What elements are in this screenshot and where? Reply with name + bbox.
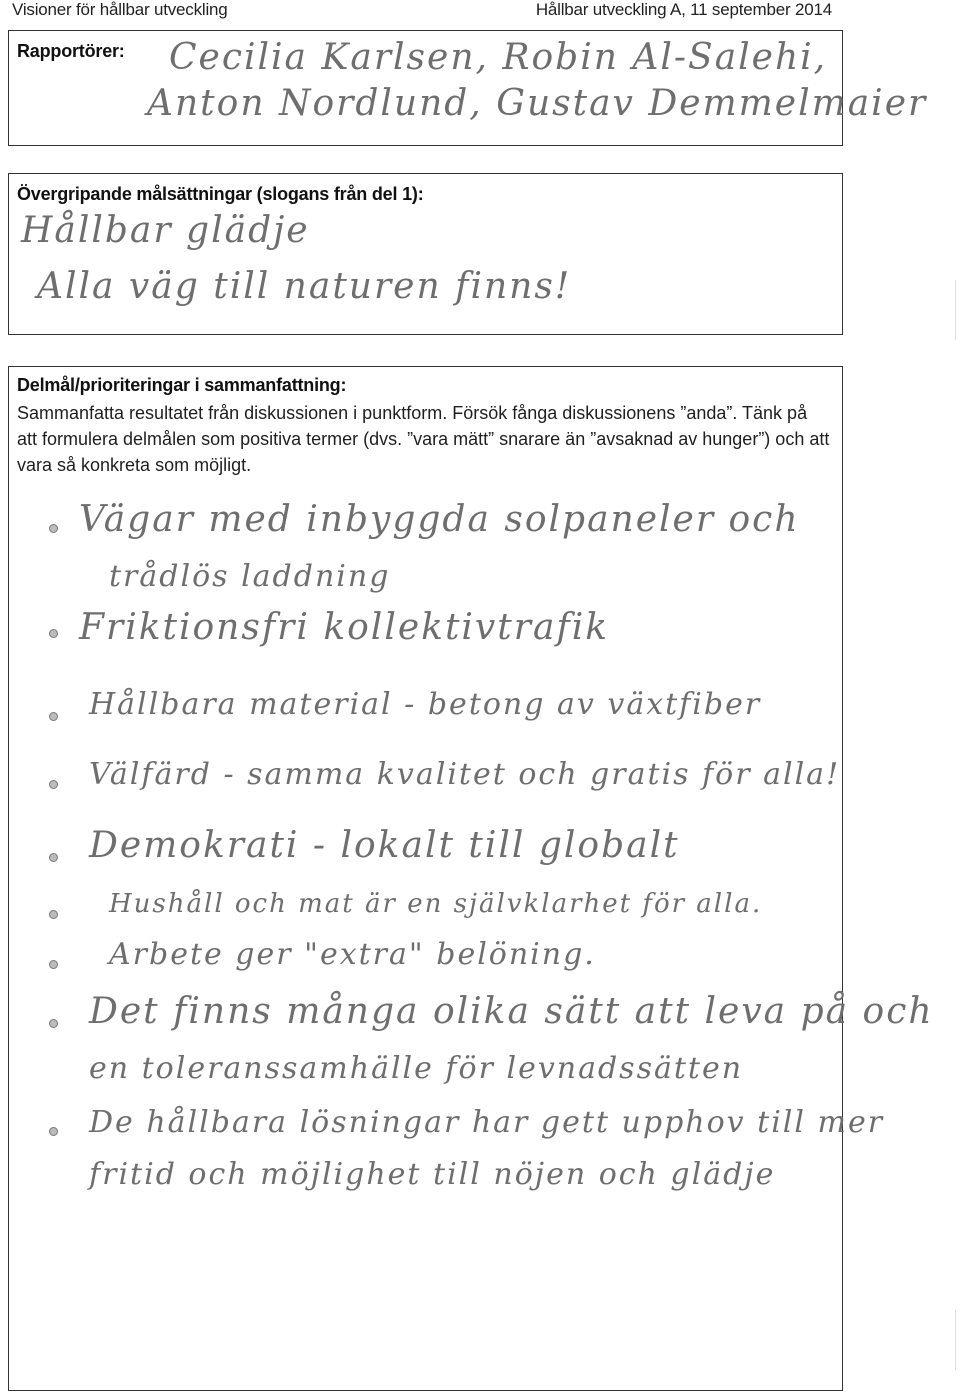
goal-item-2: Friktionsfri kollektivtrafik: [79, 607, 610, 648]
bullet-dot: [49, 1127, 58, 1136]
slogan-item: Hållbar glädje: [21, 210, 310, 251]
rapportorer-label: Rapportörer:: [17, 41, 125, 61]
goal-item-7: Arbete ger "extra" belöning.: [109, 937, 596, 972]
goal-item-4: Välfärd - samma kvalitet och gratis för alla!: [89, 757, 841, 792]
rapportorer-names-line1: Cecilia Karlsen, Robin Al-Salehi,: [169, 37, 828, 78]
scan-margin-mark: [955, 280, 956, 340]
bullet-dot: [49, 910, 58, 919]
rapportorer-box: [8, 30, 928, 146]
header-course-title: Visioner för hållbar utveckling: [12, 0, 228, 19]
goal-item-8-line1: Det finns många olika sätt att leva på och: [89, 991, 934, 1032]
goal-item-1-line2: trådlös laddning: [109, 559, 391, 594]
bullet-dot: [49, 712, 58, 721]
goal-item-9-line2: fritid och möjlighet till nöjen och glädje: [89, 1157, 776, 1192]
bullet-dot: [49, 1019, 58, 1028]
bullet-dot: [49, 629, 58, 638]
delmal-label: Delmål/prioriteringar i sammanfattning:: [17, 375, 347, 395]
slogans-label: Övergripande målsättningar (slogans från del 1):: [17, 184, 424, 204]
rapportorer-names-line2: Anton Nordlund, Gustav Demmelmaier: [147, 83, 928, 124]
bullet-dot: [49, 780, 58, 789]
slogan-item: Alla väg till naturen finns!: [37, 266, 572, 307]
scan-margin-mark: [955, 1310, 956, 1370]
delmal-instructions: Sammanfatta resultatet från diskussionen i punktform. Försök fånga diskussionens ”anda”. Tänk på att formulera delmålen som positiva termer (dvs. ”vara mätt” snarare än ”avsaknad av hunger”) och att vara så konkreta som möjligt.: [17, 403, 830, 475]
goal-item-8-line2: en toleranssamhälle för levnadssätten: [89, 1051, 744, 1086]
page-header: [12, 0, 832, 20]
goal-item-9-line1: De hållbara lösningar har gett upphov till mer: [89, 1105, 885, 1140]
header-session-date: Hållbar utveckling A, 11 september 2014: [535, 0, 832, 19]
delmal-box: [8, 366, 934, 1391]
goal-item-3: Hållbara material - betong av växtfiber: [89, 687, 762, 722]
slogans-box: [8, 173, 843, 335]
goal-item-1-line1: Vägar med inbyggda solpaneler och: [79, 499, 800, 540]
bullet-dot: [49, 960, 58, 969]
bullet-dot: [49, 853, 58, 862]
goal-item-6: Hushåll och mat är en självklarhet för alla.: [109, 889, 763, 919]
bullet-dot: [49, 524, 58, 533]
goal-item-5: Demokrati - lokalt till globalt: [89, 825, 680, 866]
